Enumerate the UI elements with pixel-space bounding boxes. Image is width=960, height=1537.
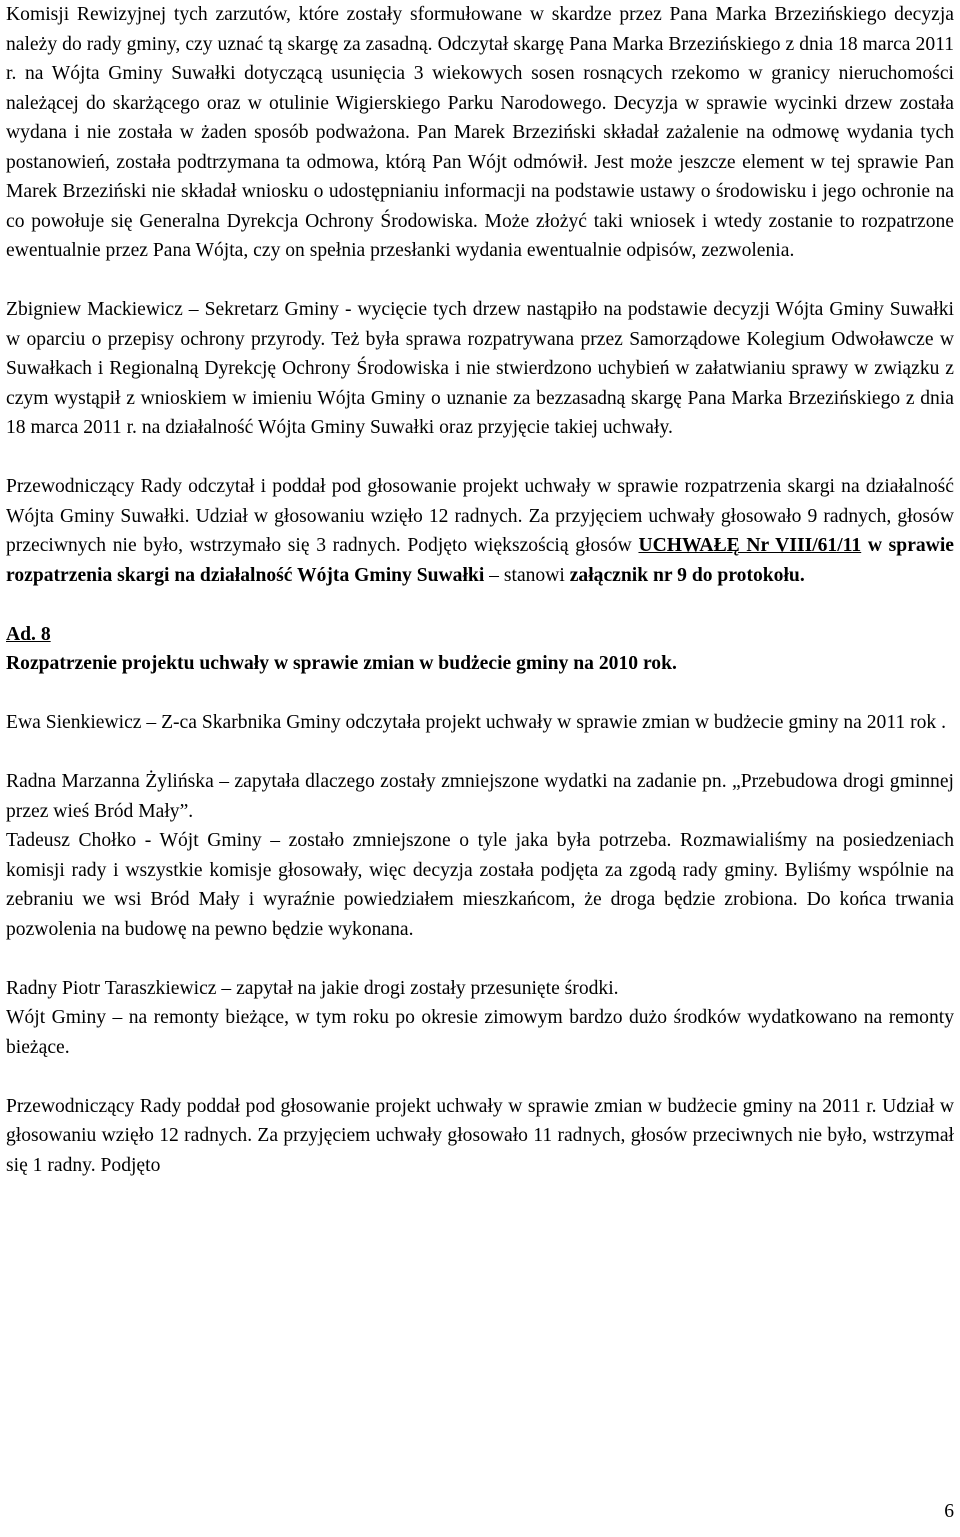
paragraph-treasurer-reading: Ewa Sienkiewicz – Z-ca Skarbnika Gminy odczytała projekt uchwały w sprawie zmian w budżecie gminy na 2011 rok . bbox=[6, 712, 947, 733]
section-title: Rozpatrzenie projektu uchwały w sprawie zmian w budżecie gminy na 2010 rok. bbox=[6, 653, 677, 674]
paragraph-budget-vote: Przewodniczący Rady poddał pod głosowanie projekt uchwały w sprawie zmian w budżecie gminy na 2011 r. Udział w głosowaniu wzięło 12 radnych. Za przyjęciem uchwały głosowało 11 radnych, głosów przeciwnych nie było, wstrzymał się 1 radny. Podjęto bbox=[6, 1095, 954, 1176]
document-page bbox=[6, 0, 954, 1537]
section-label-text: Ad. 8 bbox=[6, 623, 51, 645]
attachment-reference: załącznik nr 9 do protokołu. bbox=[569, 564, 805, 586]
resolution-subject: w sprawie rozpatrzenia skargi na działalność Wójta Gminy Suwałki bbox=[6, 535, 954, 586]
vote-text: Przewodniczący Rady odczytał i poddał pod głosowanie projekt uchwały w sprawie rozpatrzenia skargi na działalność Wójta Gminy Suwałki. Udział w głosowaniu wzięło 12 radnych. Za przyjęciem uchwały głosowało 9 radnych, głosów przeciwnych nie było, wstrzymało się 3 radnych. Podjęto większością głosów bbox=[6, 476, 954, 556]
paragraph-councillor-question: Radna Marzanna Żylińska – zapytała dlaczego zostały zmniejszone wydatki na zadanie pn. „Przebudowa drogi gminnej przez wieś Bród Mały”. bbox=[6, 771, 954, 822]
paragraph-mayor-answer: Tadeusz Chołko - Wójt Gminy – zostało zmniejszone o tyle jaka była potrzeba. Rozmawialiśmy na posiedzeniach komisji rady i wszystkie komisje głosowały, więc decyzja została podjęta za zgodą rady gminy. Byliśmy wspólnie na zebraniu we wsi Bród Mały i wyraźnie powiedziałem mieszkańcom, że droga będzie zrobiona. Do końca trwania pozwolenia na budowę na pewno będzie wykonana. bbox=[6, 830, 954, 940]
paragraph-mayor-answer-2: Wójt Gminy – na remonty bieżące, w tym roku po okresie zimowym bardzo dużo środków wydatkowano na remonty bieżące. bbox=[6, 1007, 954, 1058]
section-label bbox=[6, 620, 954, 650]
resolution-number: UCHWAŁĘ Nr VIII/61/11 bbox=[638, 535, 862, 556]
paragraph-resolution-vote bbox=[6, 472, 954, 590]
resolution-connector: – stanowi bbox=[484, 564, 570, 586]
page-number: 6 bbox=[944, 1501, 954, 1522]
paragraph-complaint-reading: Komisji Rewizyjnej tych zarzutów, które zostały sformułowane w skardze przez Pana Marka Brzezińskiego decyzja należy do rady gminy, czy uznać tą skargę za zasadną. Odczytał skargę Pana Marka Brzezińskiego z dnia 18 marca 2011 r. na Wójta Gminy Suwałki dotyczącą usunięcia 3 wiekowych sosen rosnących rzekomo w granicy nieruchomości należącej do skarżącego oraz w otulinie Wigierskiego Parku Narodowego. Decyzja w sprawie wycinki drzew została wydana i nie została w żaden sposób podważona. Pan Marek Brzeziński składał zażalenie na odmowę wydania tych postanowień, została podtrzymana ta odmowa, którą Pan Wójt odmówił. Jest może jeszcze element w tej sprawie Pan Marek Brzeziński nie składał wniosku o udostępnianiu informacji na podstawie ustawy o środowisku i jego ochronie na co powołuje się Generalna Dyrekcja Ochrony Środowiska. Może złożyć taki wniosek i wtedy zostanie to rozpatrzone ewentualnie przez Pana Wójta, czy on spełnia przesłanki wydania ewentualnie odpisów, zezwolenia. bbox=[6, 4, 954, 261]
paragraph-secretary-statement: Zbigniew Mackiewicz – Sekretarz Gminy - wycięcie tych drzew nastąpiło na podstawie decyzji Wójta Gminy Suwałki w oparciu o przepisy ochrony przyrody. Też była sprawa rozpatrywana przez Samorządowe Kolegium Odwoławcze w Suwałkach i Regionalną Dyrekcję Ochrony Środowiska i nie stwierdzono uchybień w załatwianiu sprawy w związku z czym wystąpił z wnioskiem w imieniu Wójta Gminy o uznanie za bezzasadną skargę Pana Marka Brzezińskiego z dnia 18 marca 2011 r. na działalność Wójta Gminy Suwałki oraz przyjęcie takiej uchwały. bbox=[6, 299, 954, 438]
paragraph-councillor-question-2: Radny Piotr Taraszkiewicz – zapytał na jakie drogi zostały przesunięte środki. bbox=[6, 977, 619, 999]
